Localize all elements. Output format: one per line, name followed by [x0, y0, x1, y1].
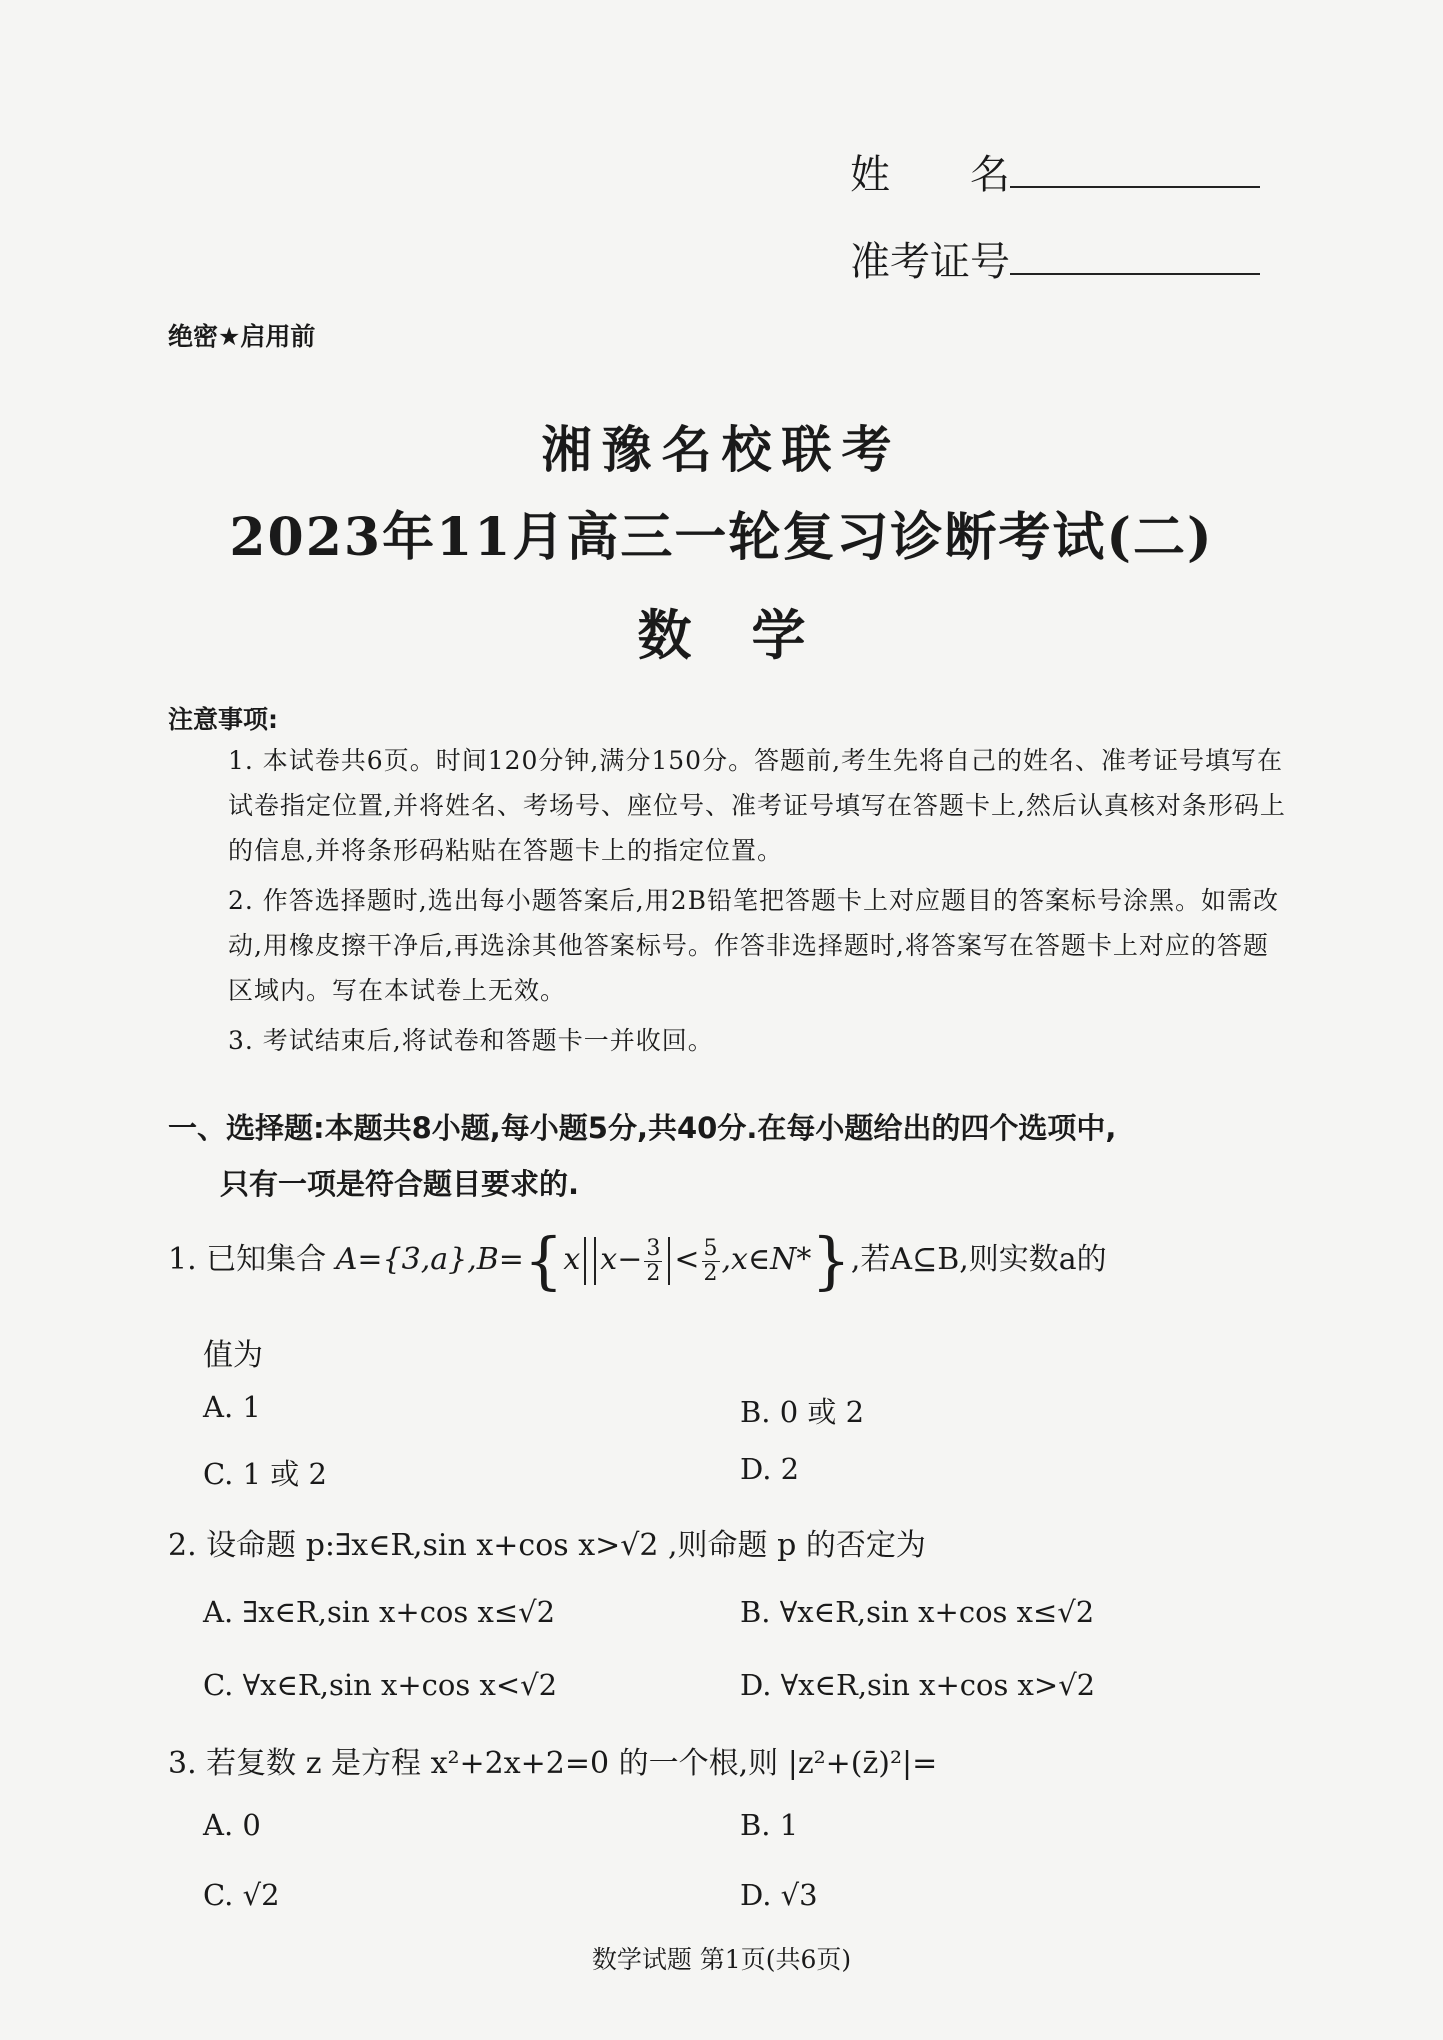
q1-domain: ,x∈N* [721, 1242, 812, 1277]
q3-option-b[interactable]: B. 1 [740, 1808, 799, 1842]
q1-stem-continued: 值为 [203, 1338, 263, 1373]
q1-stem-post: ,若A⊆B,则实数a的 [850, 1242, 1107, 1277]
exam-title: 2023年11月高三一轮复习诊断考试(二) [229, 507, 1214, 568]
note-item: 2. 作答选择题时,选出每小题答案后,用2B铅笔把答题卡上对应题目的答案标号涂黑。如需改动,用橡皮擦干净后,再选涂其他答案标号。作答非选择题时,将答案写在答题卡上对应的答题区域内。写在本试卷上无效。 [228, 886, 1279, 1005]
question-1 [168, 1224, 1107, 1297]
q1-option-a[interactable]: A. 1 [203, 1390, 261, 1424]
q2-option-c[interactable]: C. ∀x∈R,sin x+cos x<√2 [203, 1668, 558, 1702]
fraction-three-halves [644, 1237, 662, 1286]
name-label: 姓 名 [850, 152, 1010, 198]
name-field [850, 143, 1260, 200]
confidential-mark: 绝密★启用前 [168, 322, 316, 351]
frac-den: 2 [646, 1260, 661, 1286]
q2-option-b[interactable]: B. ∀x∈R,sin x+cos x≤√2 [740, 1595, 1095, 1629]
q1-option-c[interactable]: C. 1 或 2 [203, 1457, 327, 1491]
section-heading-line2: 只有一项是符合题目要求的. [220, 1167, 580, 1201]
q1-option-b[interactable]: B. 0 或 2 [740, 1395, 865, 1429]
section-heading-line1: 一、选择题:本题共8小题,每小题5分,共40分.在每小题给出的四个选项中, [168, 1111, 1117, 1145]
exam-org-title: 湘豫名校联考 [541, 421, 902, 479]
note-item: 3. 考试结束后,将试卷和答题卡一并收回。 [228, 1026, 714, 1055]
subject-title: 数学 [637, 604, 866, 667]
frac-den: 2 [703, 1260, 718, 1286]
q1-option-d[interactable]: D. 2 [740, 1452, 800, 1486]
q2-option-a[interactable]: A. ∃x∈R,sin x+cos x≤√2 [203, 1595, 556, 1629]
frac-num: 5 [703, 1235, 718, 1261]
q1-var: x [563, 1242, 581, 1277]
q3-option-c[interactable]: C. √2 [203, 1878, 280, 1912]
q1-expr: x− [600, 1242, 643, 1277]
note-item: 1. 本试卷共6页。时间120分钟,满分150分。答题前,考生先将自己的姓名、准考证号填写在试卷指定位置,并将姓名、考场号、座位号、准考证号填写在答题卡上,然后认真核对条形码上的信息,并将条形码粘贴在答题卡上的指定位置。 [228, 746, 1286, 865]
q1-lt: < [674, 1242, 700, 1277]
question-2: 2. 设命题 p:∃x∈R,sin x+cos x>√2 ,则命题 p 的否定为 [168, 1528, 926, 1563]
abs-right-icon [668, 1237, 670, 1285]
name-blank[interactable] [1010, 186, 1260, 188]
exam-id-field [850, 230, 1260, 287]
q2-option-d[interactable]: D. ∀x∈R,sin x+cos x>√2 [740, 1668, 1096, 1702]
q1-sets: A={3,a},B= [335, 1242, 524, 1277]
right-brace-icon: } [811, 1224, 851, 1297]
abs-left-icon [594, 1237, 596, 1285]
page-footer: 数学试题 第1页(共6页) [591, 1945, 852, 1974]
notes-heading: 注意事项: [168, 705, 278, 734]
exam-id-blank[interactable] [1010, 273, 1260, 275]
left-brace-icon: { [523, 1224, 564, 1297]
exam-id-label: 准考证号 [850, 239, 1010, 285]
set-divider-icon [584, 1237, 586, 1285]
fraction-five-halves [702, 1237, 720, 1286]
q3-option-d[interactable]: D. √3 [740, 1878, 818, 1912]
q3-option-a[interactable]: A. 0 [203, 1808, 261, 1842]
section-heading [168, 1100, 1298, 1212]
q1-stem-pre: 1. 已知集合 [168, 1242, 327, 1277]
question-3: 3. 若复数 z 是方程 x²+2x+2=0 的一个根,则 |z²+(z̄)²|= [168, 1746, 938, 1781]
frac-num: 3 [646, 1235, 661, 1261]
